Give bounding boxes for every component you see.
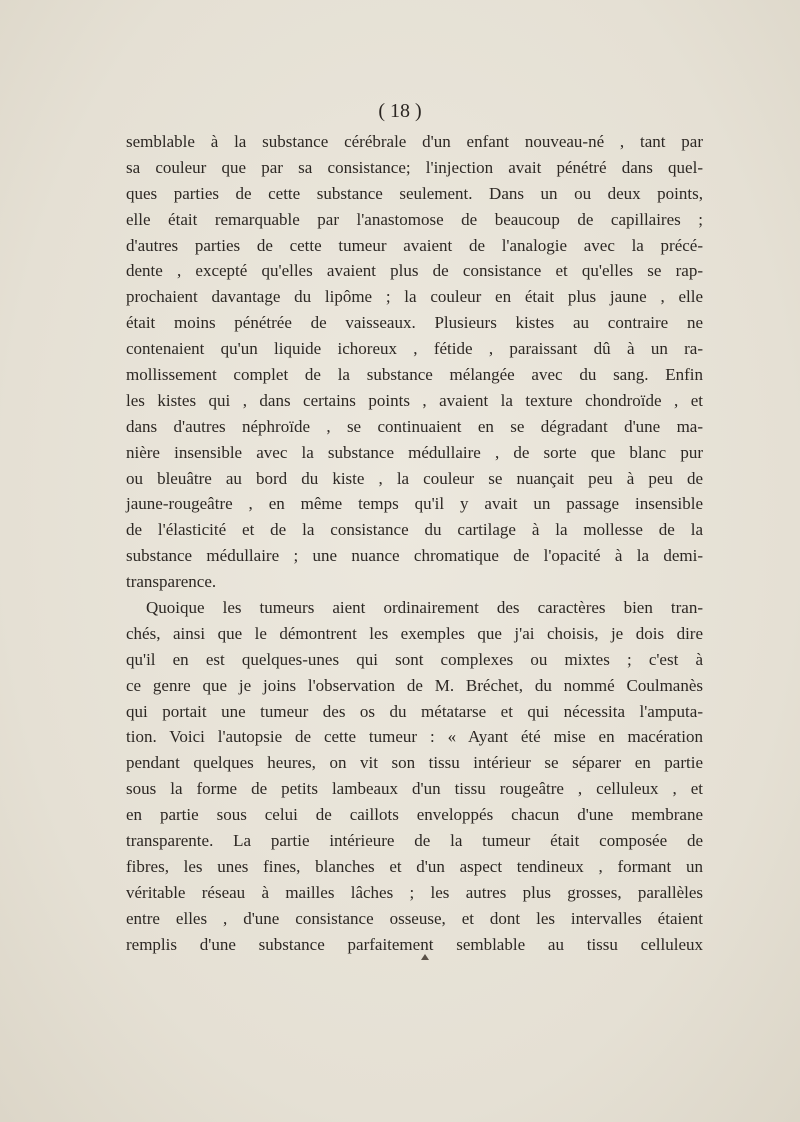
text-line: dans d'autres néphroïde , se continuaient en se dégradant d'une ma- [126,416,703,436]
text-line: ques parties de cette substance seulement. Dans un ou deux points, [126,183,703,203]
text-line: sous la forme de petits lambeaux d'un tissu rougeâtre , celluleux , et [126,779,703,799]
text-line: remplis d'une substance parfaitement semblable au tissu celluleux [126,934,703,954]
text-line: transparente. La partie intérieure de la tumeur était composée de [126,831,703,851]
text-line: ce genre que je joins l'observation de M. Bréchet, du nommé Coulmanès [126,675,703,695]
printer-mark-icon [421,954,429,960]
page-number: ( 18 ) [378,100,422,122]
body-text [126,129,703,958]
text-line: dente , excepté qu'elles avaient plus de consistance et qu'elles se rap- [126,261,703,281]
text-line: jaune-rougeâtre , en même temps qu'il y avait un passage insensible [126,494,703,514]
text-line: entre elles , d'une consistance osseuse, et dont les intervalles étaient [126,908,703,928]
text-line: véritable réseau à mailles lâches ; les autres plus grosses, parallèles [126,882,703,902]
text-line: substance médullaire ; une nuance chromatique de l'opacité à la demi- [126,546,703,566]
text-line: était moins pénétrée de vaisseaux. Plusieurs kistes au contraire ne [126,313,703,333]
text-line: chés, ainsi que le démontrent les exemples que j'ai choisis, je dois dire [126,623,703,643]
text-line: les kistes qui , dans certains points , avaient la texture chondroïde , et [126,390,703,410]
text-line: en partie sous celui de caillots enveloppés chacun d'une membrane [126,805,703,825]
text-line: semblable à la substance cérébrale d'un enfant nouveau-né , tant par [126,132,703,151]
paragraph-1 [126,129,703,595]
text-line: sa couleur que par sa consistance; l'injection avait pénétré dans quel- [126,157,703,177]
text-line: fibres, les unes fines, blanches et d'un aspect tendineux , formant un [126,856,703,876]
text-line: nière insensible avec la substance médullaire , de sorte que blanc pur [126,442,703,462]
text-line: mollissement complet de la substance mélangée avec du sang. Enfin [126,365,703,385]
text-line: transparence. [126,572,217,592]
paragraph-2 [126,595,703,957]
text-line: ou bleuâtre au bord du kiste , la couleur se nuançait peu à peu de [126,468,703,488]
text-line: pendant quelques heures, on vit son tissu intérieur se séparer en partie [126,753,703,773]
text-line: elle était remarquable par l'anastomose de beaucoup de capillaires ; [126,209,703,229]
text-line: qui portait une tumeur des os du métatarse et qui nécessita l'amputa- [126,701,703,721]
text-line: contenaient qu'un liquide ichoreux , fétide , paraissant dû à un ra- [126,339,703,359]
text-line: prochaient davantage du lipôme ; la couleur en était plus jaune , elle [126,287,703,307]
text-line: de l'élasticité et de la consistance du cartilage à la mollesse de la [126,520,703,540]
text-line: qu'il en est quelques-unes qui sont complexes ou mixtes ; c'est à [126,649,703,669]
text-line: Quoique les tumeurs aient ordinairement des caractères bien tran- [146,598,703,618]
text-line: tion. Voici l'autopsie de cette tumeur : « Ayant été mise en macération [126,727,703,747]
text-line: d'autres parties de cette tumeur avaient de l'analogie avec la précé- [126,235,703,255]
